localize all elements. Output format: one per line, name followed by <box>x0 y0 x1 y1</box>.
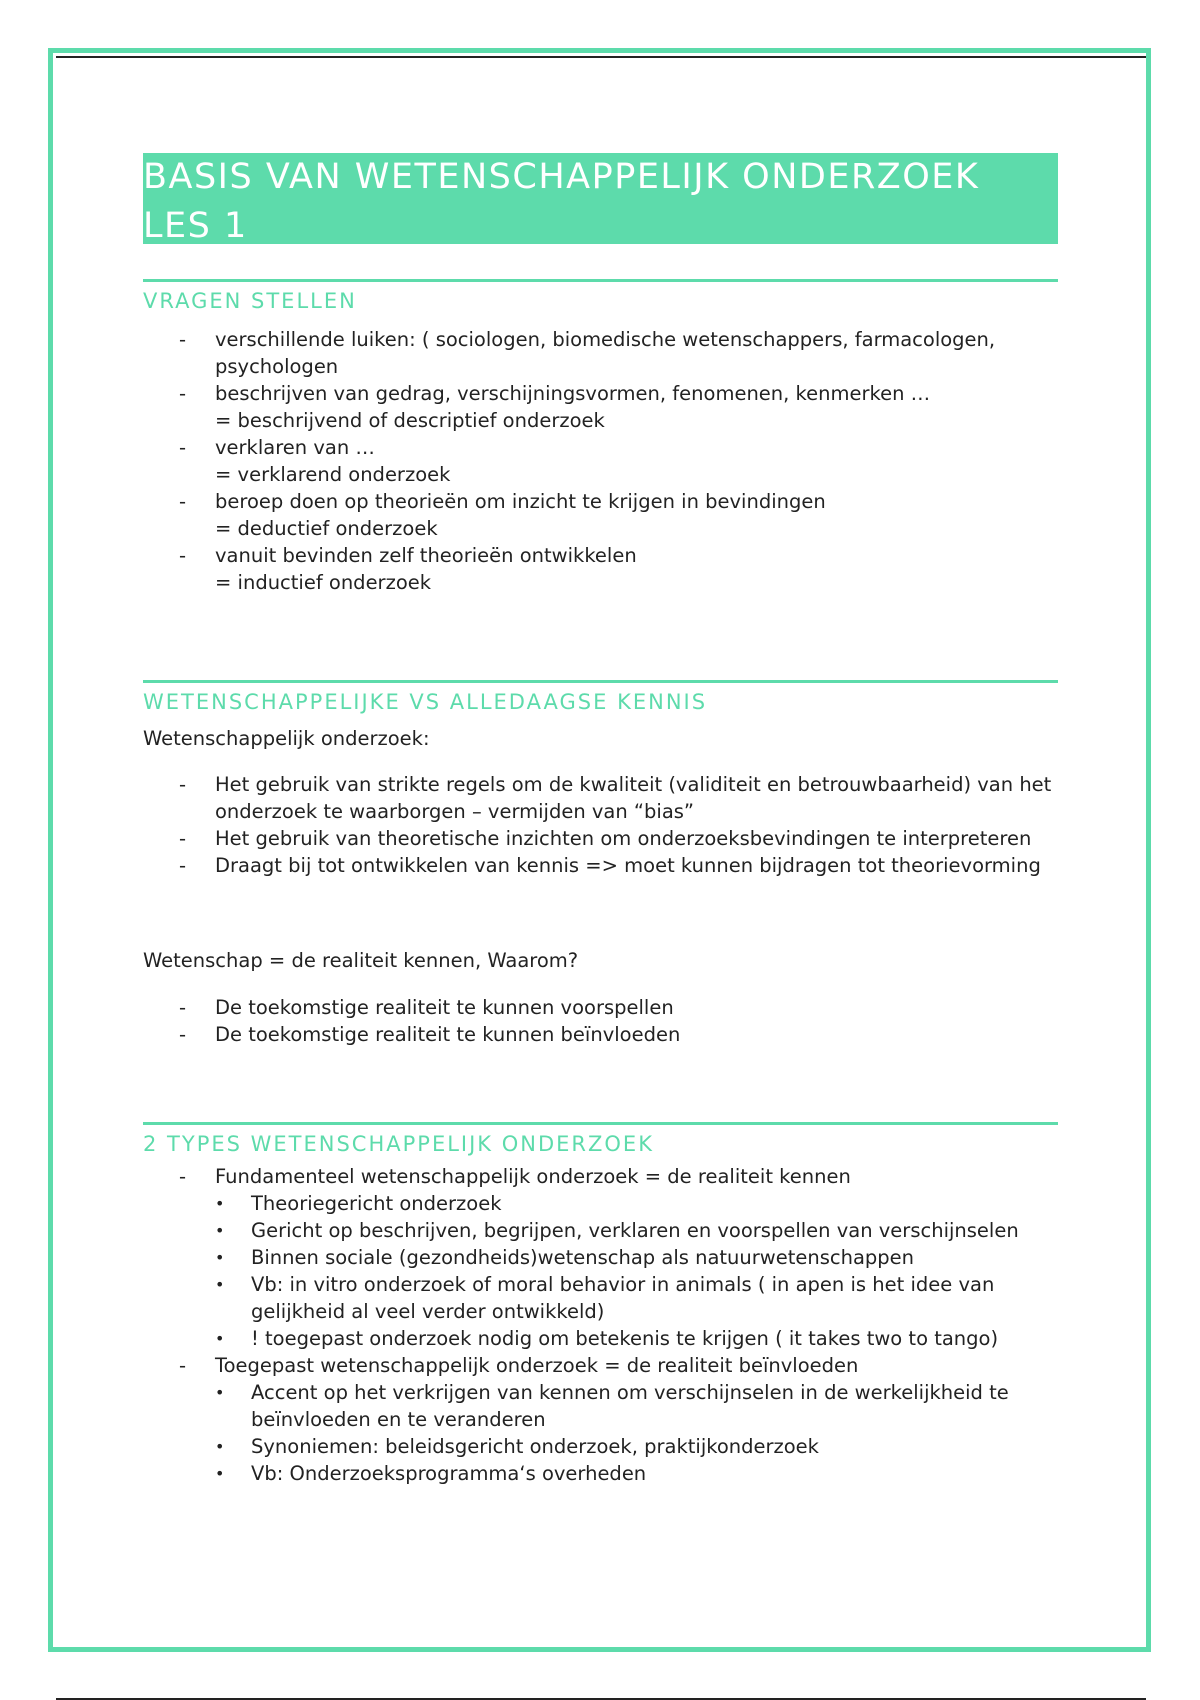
list-item-text: Het gebruik van theoretische inzichten om onderzoeksbevindingen te interpreteren <box>215 827 1032 850</box>
bullet-item <box>215 1325 1058 1352</box>
list-item <box>143 488 1058 542</box>
bullet-text: Synoniemen: beleidsgericht onderzoek, praktijkonderzoek <box>251 1435 819 1458</box>
section-heading: 2 TYPES WETENSCHAPPELIJK ONDERZOEK <box>143 1132 654 1156</box>
list-item <box>143 852 1058 879</box>
list-item <box>143 1163 1058 1352</box>
section-rule <box>143 680 1058 683</box>
section-wetenschappelijke-kennis <box>143 680 1058 1048</box>
criteria-list <box>143 771 1058 879</box>
list-item-text: Het gebruik van strikte regels om de kwaliteit (validiteit en betrouwbaarheid) van het onderzoek te waarborgen – vermijden van “bias” <box>215 773 1052 823</box>
dash-marker: - <box>179 773 187 796</box>
bullet-marker: • <box>215 1221 225 1240</box>
bullet-marker: • <box>215 1194 225 1213</box>
bullet-marker: • <box>215 1248 225 1267</box>
bullet-text: Gericht op beschrijven, begrijpen, verklaren en voorspellen van verschijnselen <box>251 1219 1019 1242</box>
list-item <box>143 994 1058 1021</box>
reasons-list <box>143 994 1058 1048</box>
list-item <box>143 380 1058 434</box>
list-item <box>143 771 1058 825</box>
dash-marker: - <box>179 1023 187 1046</box>
list-item-text: Fundamenteel wetenschappelijk onderzoek = de realiteit kennen <box>215 1165 851 1188</box>
bullet-marker: • <box>215 1437 225 1456</box>
dash-marker: - <box>179 996 187 1019</box>
document-body <box>143 153 1058 1487</box>
bullet-text: Binnen sociale (gezondheids)wetenschap als natuurwetenschappen <box>251 1246 915 1269</box>
dash-marker: - <box>179 328 187 351</box>
list-item <box>143 825 1058 852</box>
question-list <box>143 326 1058 596</box>
bullet-item <box>215 1244 1058 1271</box>
list-item-text: De toekomstige realiteit te kunnen voorspellen <box>215 996 674 1019</box>
list-item-sub: = verklarend onderzoek <box>215 463 451 486</box>
bullet-item <box>215 1271 1058 1325</box>
dash-marker: - <box>179 490 187 513</box>
list-item-text: beroep doen op theorieën om inzicht te krijgen in bevindingen <box>215 490 826 513</box>
bullet-text: Theoriegericht onderzoek <box>251 1192 502 1215</box>
list-item-sub: = deductief onderzoek <box>215 517 438 540</box>
list-item-text: vanuit bevinden zelf theorieën ontwikkelen <box>215 544 637 567</box>
dash-marker: - <box>179 544 187 567</box>
list-item-text: Toegepast wetenschappelijk onderzoek = de realiteit beïnvloeden <box>215 1354 859 1377</box>
intro-text-2: Wetenschap = de realiteit kennen, Waarom? <box>143 949 579 972</box>
title-line-1: BASIS VAN WETENSCHAPPELIJK ONDERZOEK <box>143 157 980 197</box>
title-band <box>143 153 1058 244</box>
dash-marker: - <box>179 382 187 405</box>
bullet-item <box>215 1217 1058 1244</box>
section-heading: VRAGEN STELLEN <box>143 289 357 313</box>
section-types-onderzoek <box>143 1122 1058 1487</box>
bullet-item <box>215 1433 1058 1460</box>
list-item-sub: = beschrijvend of descriptief onderzoek <box>215 409 605 432</box>
list-item <box>143 1352 1058 1487</box>
dash-marker: - <box>179 827 187 850</box>
dash-marker: - <box>179 436 187 459</box>
bullet-marker: • <box>215 1464 225 1483</box>
title-line-2: LES 1 <box>143 206 248 246</box>
types-list <box>143 1163 1058 1487</box>
bullet-item <box>215 1460 1058 1487</box>
dash-marker: - <box>179 854 187 877</box>
list-item-text: verschillende luiken: ( sociologen, biomedische wetenschappers, farmacologen, psychologen <box>215 328 996 378</box>
bullet-item <box>215 1190 1058 1217</box>
dash-marker: - <box>179 1165 187 1188</box>
list-item <box>143 542 1058 596</box>
list-item-text: beschrijven van gedrag, verschijningsvormen, fenomenen, kenmerken … <box>215 382 931 405</box>
bullet-marker: • <box>215 1275 225 1294</box>
list-item-text: De toekomstige realiteit te kunnen beïnvloeden <box>215 1023 681 1046</box>
sub-bullet-list <box>215 1379 1058 1487</box>
section-heading: WETENSCHAPPELIJKE VS ALLEDAAGSE KENNIS <box>143 690 708 714</box>
list-item-sub: = inductief onderzoek <box>215 571 432 594</box>
list-item <box>143 434 1058 488</box>
bullet-text: ! toegepast onderzoek nodig om betekenis te krijgen ( it takes two to tango) <box>251 1327 999 1350</box>
list-item-text: verklaren van … <box>215 436 375 459</box>
bullet-text: Vb: Onderzoeksprogramma‘s overheden <box>251 1462 647 1485</box>
sub-bullet-list <box>215 1190 1058 1352</box>
bullet-text: Accent op het verkrijgen van kennen om verschijnselen in de werkelijkheid te beïnvloeden en te veranderen <box>251 1381 1009 1431</box>
section-vragen-stellen <box>143 279 1058 596</box>
list-item <box>143 326 1058 380</box>
bullet-marker: • <box>215 1383 225 1402</box>
intro-text: Wetenschappelijk onderzoek: <box>143 727 430 750</box>
section-rule <box>143 1122 1058 1125</box>
list-item <box>143 1021 1058 1048</box>
bullet-text: Vb: in vitro onderzoek of moral behavior in animals ( in apen is het idee van gelijkheid al veel verder ontwikkeld) <box>251 1273 995 1323</box>
section-rule <box>143 279 1058 282</box>
dash-marker: - <box>179 1354 187 1377</box>
bullet-item <box>215 1379 1058 1433</box>
list-item-text: Draagt bij tot ontwikkelen van kennis => moet kunnen bijdragen tot theorievorming <box>215 854 1041 877</box>
bullet-marker: • <box>215 1329 225 1348</box>
